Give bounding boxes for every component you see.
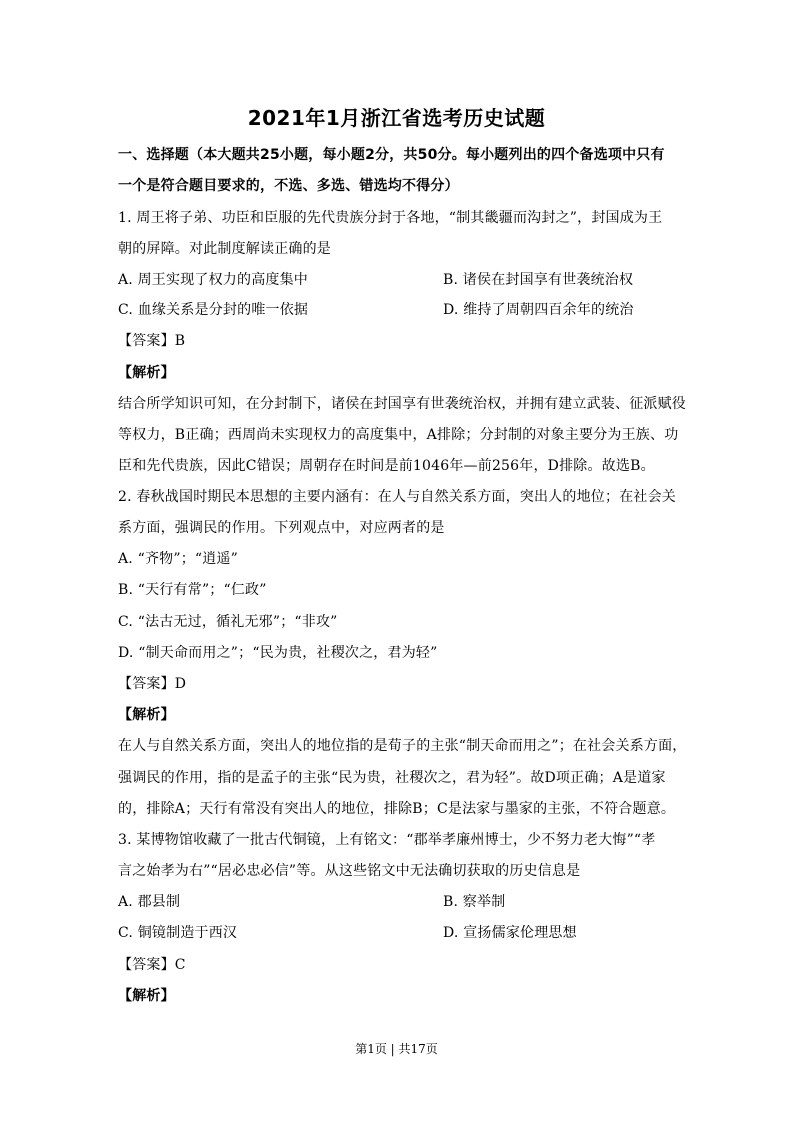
q2-answer: 【答案】D xyxy=(118,676,187,692)
q1-option-c: C. 血缘关系是分封的唯一依据 xyxy=(118,302,309,318)
q2-option-c: C. “法古无过，循礼无邪”；“非攻” xyxy=(118,614,338,630)
q1-analysis-label: 【解析】 xyxy=(118,365,175,381)
q2-analysis-line3: 的，排除A；天行有常没有突出人的地位，排除B；C是法家与墨家的主张，不符合题意。 xyxy=(118,801,676,817)
page-title: 2021年1月浙江省选考历史试题 xyxy=(247,106,546,130)
q2-stem-line1: 2. 春秋战国时期民本思想的主要内涵有：在人与自然关系方面，突出人的地位；在社会关 xyxy=(118,489,677,505)
q1-option-b: B. 诸侯在封国享有世袭统治权 xyxy=(443,272,634,288)
q2-stem-line2: 系方面，强调民的作用。下列观点中，对应两者的是 xyxy=(118,520,445,536)
q3-option-c: C. 铜镜制造于西汉 xyxy=(118,925,238,941)
q2-analysis-line1: 在人与自然关系方面，突出人的地位指的是荀子的主张“制天命而用之”；在社会关系方面， xyxy=(118,738,687,754)
q1-option-d: D. 维持了周朝四百余年的统治 xyxy=(443,302,634,318)
q1-analysis-line3: 臣和先代贵族，因此C错误；周朝存在时间是前1046年—前256年，D排除。故选B。 xyxy=(118,458,655,474)
q1-stem-line2: 朝的屏障。对此制度解读正确的是 xyxy=(118,241,331,257)
q3-option-d: D. 宣扬儒家伦理思想 xyxy=(443,925,577,941)
q2-option-a: A. “齐物”；“逍遥” xyxy=(118,551,239,567)
section-heading-line1: 一、选择题（本大题共25小题，每小题2分，共50分。每小题列出的四个备选项中只有 xyxy=(118,147,665,163)
q1-answer: 【答案】B xyxy=(118,333,186,349)
q2-analysis-line2: 强调民的作用，指的是孟子的主张“民为贵，社稷次之，君为轻”。故D项正确；A是道家 xyxy=(118,770,666,786)
q3-option-a: A. 郡县制 xyxy=(118,894,181,910)
q1-option-a: A. 周王实现了权力的高度集中 xyxy=(118,272,309,288)
q3-answer: 【答案】C xyxy=(118,957,186,973)
q3-analysis-label: 【解析】 xyxy=(118,988,175,1004)
q2-analysis-label: 【解析】 xyxy=(118,707,175,723)
q1-analysis-line2: 等权力，B正确；西周尚未实现权力的高度集中，A排除；分封制的对象主要分为王族、功 xyxy=(118,427,679,443)
page-footer: 第1页 | 共17页 xyxy=(355,1042,438,1056)
q3-stem-line1: 3. 某博物馆收藏了一批古代铜镜，上有铭文：“郡举孝廉州博士，少不努力老大悔”“孝 xyxy=(118,832,656,848)
q3-option-b: B. 察举制 xyxy=(443,894,506,910)
q3-stem-line2: 言之始孝为右”“居必忠必信”等。从这些铭文中无法确切获取的历史信息是 xyxy=(118,863,581,879)
q1-analysis-line1: 结合所学知识可知，在分封制下，诸侯在封国享有世袭统治权，并拥有建立武装、征派赋役 xyxy=(118,396,686,412)
q2-option-b: B. “天行有常”；“仁政” xyxy=(118,582,267,598)
q2-option-d: D. “制天命而用之”；“民为贵，社稷次之，君为轻” xyxy=(118,645,438,661)
q1-stem-line1: 1. 周王将子弟、功臣和臣服的先代贵族分封于各地，“制其畿疆而沟封之”，封国成为王 xyxy=(118,210,663,226)
section-heading-line2: 一个是符合题目要求的，不选、多选、错选均不得分） xyxy=(118,178,459,194)
